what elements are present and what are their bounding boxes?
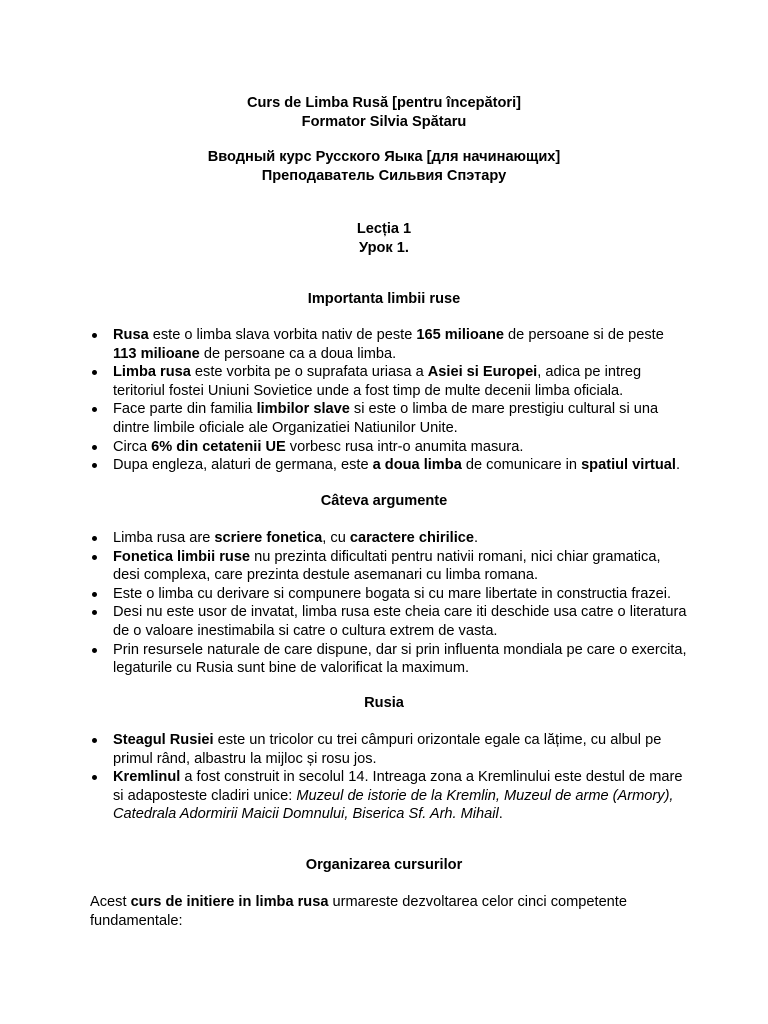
text-run: Prin resursele naturale de care dispune, dar si prin influenta mondiala pe care o exercita, legaturile cu Rusia sunt bine de valorificat la maximum. — [113, 641, 687, 677]
course-title-ru: Вводный курс Русского Яыка [для начинающих] — [207, 149, 561, 165]
bold-text: curs de initiere in limba rusa — [130, 894, 329, 910]
bullet-item — [90, 548, 690, 585]
text-run: Face parte din familia — [113, 401, 257, 418]
text-run: este vorbita pe o suprafata uriasa a — [190, 364, 428, 381]
bold-text: Asiei si Europei — [427, 364, 538, 381]
russia-list — [90, 731, 690, 824]
text-run: , cu — [322, 530, 350, 546]
importance-list — [90, 326, 690, 475]
text-run: , adica pe intreg teritoriul fostei Uniuni Sovietice unde a fost timp de multe decenii limba oficiala. — [113, 364, 642, 399]
organization-paragraph — [90, 893, 690, 930]
trainer-ro: Formator Silvia Spătaru — [301, 114, 467, 130]
text-run: nu prezinta dificultati pentru nativii romani, nici chiar gramatica, desi complexa, care prezinta destule asemanari cu limba romana. — [113, 548, 661, 584]
section-heading-organization: Organizarea cursurilor — [305, 857, 463, 873]
bold-text: 165 milioane — [416, 327, 504, 343]
text-run: . — [675, 457, 681, 474]
text-run: Circa — [113, 438, 152, 455]
text-run: . — [474, 530, 479, 546]
bold-text: Rusa — [113, 327, 149, 343]
course-title-ro: Curs de Limba Rusă [pentru începători] — [246, 95, 522, 111]
bold-text: Limba rusa — [113, 364, 191, 381]
bold-text: spatiul virtual — [581, 457, 676, 474]
bold-text: caractere chirilice — [349, 530, 475, 546]
trainer-ru: Преподаватель Сильвия Спэтару — [261, 168, 507, 184]
bold-text: limbilor slave — [256, 401, 350, 418]
bold-text: scriere fonetica — [214, 530, 323, 546]
bullet-item — [90, 529, 690, 548]
arguments-list — [90, 529, 690, 678]
bullet-item — [90, 603, 690, 640]
text-run: de persoane si de peste — [504, 327, 664, 343]
text-run: Dupa engleza, alaturi de germana, este — [113, 457, 373, 474]
text-run: si este o limba de mare prestigiu cultural si una dintre limbile oficiale ale Organizatiei Natiunilor Unite. — [113, 401, 659, 436]
text-run: este o limba slava vorbita nativ de peste — [148, 327, 417, 343]
text-run: vorbesc rusa intr-o anumita masura. — [285, 438, 524, 455]
italic-text: Muzeul de istorie de la Kremlin, Muzeul de arme (Armory), Catedrala Adormirii Maicii Domnului, Biserica Sf. Arh. Mihail — [113, 787, 674, 823]
bullet-item — [90, 585, 690, 604]
bold-text: Kremlinul — [113, 769, 181, 786]
bold-text: 6% din cetatenii UE — [151, 438, 286, 455]
bullet-item — [90, 641, 690, 678]
section-heading-importance: Importanta limbii ruse — [307, 291, 461, 307]
section-heading-russia: Rusia — [364, 695, 404, 711]
text-run: de comunicare in — [461, 457, 582, 474]
text-run: este un tricolor cu trei câmpuri orizontale egale ca lățime, cu albul pe primul rând, albastru la mijloc și rosu jos. — [113, 732, 662, 767]
bold-text: a doua limba — [372, 457, 462, 474]
text-run: . — [498, 806, 503, 823]
bullet-item — [90, 731, 690, 768]
bold-text: Steagul Rusiei — [113, 732, 214, 748]
text-run: urmareste dezvoltarea celor cinci competente fundamentale: — [90, 894, 627, 929]
bullet-item — [90, 363, 690, 400]
bullet-item — [90, 456, 690, 475]
text-run: a fost construit in secolul 14. Intreaga zona a Kremlinului este destul de mare si adaposteste cladiri unice: — [113, 769, 683, 804]
text-run: Desi nu este usor de invatat, limba rusa este cheia care iti deschide usa catre o literatura de o valoare inestimabila si catre o cultura extrem de vasta. — [113, 604, 687, 639]
text-run: de persoane ca a doua limba. — [199, 345, 397, 362]
section-heading-arguments: Câteva argumente — [320, 493, 448, 509]
bold-text: 113 milioane — [113, 345, 200, 362]
lesson-title-ru: Урок 1. — [359, 240, 409, 256]
bullet-item — [90, 400, 690, 437]
bullet-item — [90, 768, 690, 824]
bullet-item — [90, 326, 690, 363]
lesson-title-ro: Lecția 1 — [356, 221, 412, 237]
text-run: Este o limba cu derivare si compunere bogata si cu mare libertate in constructia frazei. — [113, 585, 672, 602]
text-run: Limba rusa are — [113, 530, 215, 546]
text-run: Acest — [90, 894, 131, 910]
bullet-item — [90, 438, 690, 457]
bold-text: Fonetica limbii ruse — [113, 548, 251, 565]
